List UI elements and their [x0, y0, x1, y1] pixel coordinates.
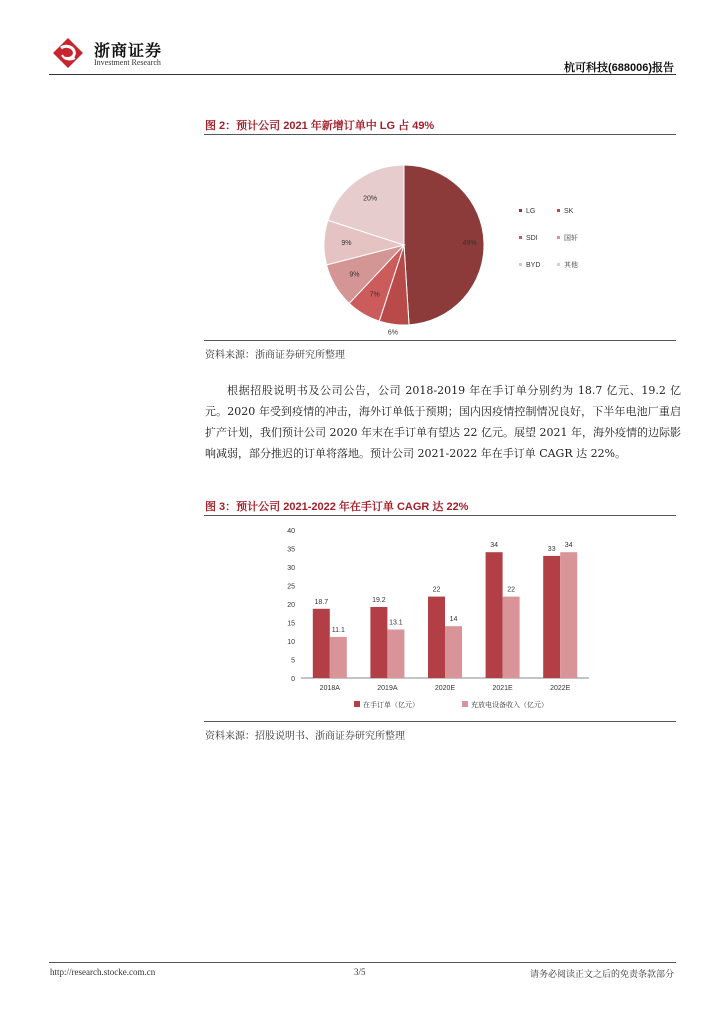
bar-orders — [486, 552, 503, 678]
bar-legend — [354, 700, 548, 709]
pie-legend-swatch — [557, 236, 560, 239]
x-tick-label: 2019A — [377, 685, 398, 692]
bar-value-label: 34 — [564, 542, 573, 550]
body-paragraph: 根据招股说明书及公司公告，公司 2018-2019 年在手订单分别约为 18.7 亿元、19.2 亿元。2020 年受到疫情的冲击，海外订单低于预期；国内因疫情控制情况良好，下半年电池厂重启扩产计划，我们预计公司 2020 年末在手订单有望达 22 亿元。展望 2021 年，海外疫情的边际影响减弱，部分推迟的订单将落地。预计公司 2021-2022 年在手订单 CAGR 达 22%。 — [205, 384, 681, 460]
bar-value-label: 18.7 — [314, 598, 329, 606]
header-rule — [49, 74, 676, 75]
bar-value-label: 11.1 — [331, 626, 345, 634]
x-tick-label: 2020E — [434, 685, 456, 692]
figure3-bottom-rule — [204, 721, 676, 722]
y-tick-label: 35 — [287, 546, 295, 554]
bar-legend-label: 充放电设备收入（亿元） — [471, 702, 548, 709]
bar-marks — [313, 552, 577, 678]
logo-en: Investment Research — [94, 58, 161, 67]
figure2-top-rule — [204, 134, 676, 135]
pie-value-label: 6% — [387, 329, 399, 337]
bar-orders — [313, 609, 330, 678]
y-tick-label: 10 — [287, 639, 295, 646]
bar-value-label: 22 — [507, 586, 515, 594]
pie-legend-swatch — [519, 209, 522, 212]
y-tick-label: 25 — [287, 583, 295, 591]
pie-legend — [519, 208, 578, 269]
figure3-top-rule — [204, 515, 676, 516]
bar-revenue — [445, 626, 462, 678]
pie-value-label: 7% — [369, 291, 380, 299]
pie-legend-swatch — [557, 263, 560, 266]
pie-legend-label: 国轩 — [564, 235, 578, 242]
bar-value-label: 22 — [432, 586, 441, 594]
figure3-source: 资料来源：招股说明书、浙商证券研究所整理 — [205, 731, 405, 742]
bar-value-label: 33 — [547, 545, 556, 553]
logo-cn: 浙商证券 — [94, 41, 163, 60]
pie-legend-label: LG — [526, 208, 536, 215]
bar-orders — [370, 607, 387, 678]
pie-chart — [204, 138, 676, 338]
bar-revenue — [387, 630, 404, 678]
bar-value-label: 14 — [449, 616, 458, 624]
y-tick-label: 0 — [291, 676, 295, 683]
pie-legend-label: BYD — [526, 262, 541, 269]
bar-legend-swatch — [354, 701, 360, 707]
footer-disclaimer: 请务必阅读正文之后的免责条款部分 — [529, 969, 674, 979]
bar-orders — [428, 597, 445, 678]
pie-value-label: 9% — [349, 271, 360, 279]
figure3-title: 图 3：预计公司 2021-2022 年在手订单 CAGR 达 22% — [205, 501, 469, 513]
bar-revenue — [503, 597, 520, 678]
bar-revenue — [330, 637, 347, 678]
pie-legend-label: SDI — [526, 235, 538, 242]
y-tick-label: 20 — [287, 602, 295, 609]
bar-orders — [543, 556, 560, 678]
bar-revenue — [560, 552, 577, 678]
pie-value-label: 49% — [462, 239, 477, 247]
pie-legend-label: SK — [564, 208, 574, 215]
x-tick-label: 2021E — [492, 685, 513, 692]
footer-rule — [49, 962, 676, 963]
pie-legend-swatch — [519, 263, 522, 266]
pie-value-label: 20% — [363, 195, 378, 203]
pie-legend-label: 其他 — [564, 262, 578, 269]
page-number: 3/5 — [354, 967, 366, 977]
report-title: 杭可科技(688006)报告 — [563, 62, 674, 74]
y-tick-label: 15 — [287, 620, 295, 628]
x-tick-label: 2018A — [319, 685, 340, 692]
y-tick-label: 40 — [287, 528, 295, 535]
y-tick-label: 5 — [291, 657, 295, 665]
pie-legend-swatch — [519, 236, 522, 239]
y-tick-label: 30 — [287, 565, 295, 572]
bar-legend-swatch — [462, 701, 468, 707]
bar-value-label: 19.2 — [372, 596, 386, 604]
bar-legend-label: 在手订单（亿元） — [363, 702, 419, 709]
x-tick-label: 2022E — [550, 685, 571, 692]
bar-chart — [204, 520, 676, 720]
logo — [50, 36, 210, 70]
figure2-title: 图 2：预计公司 2021 年新增订单中 LG 占 49% — [205, 120, 435, 132]
pie-value-label: 9% — [341, 240, 352, 248]
figure2-bottom-rule — [204, 340, 676, 341]
footer-url[interactable]: http://research.stocke.com.cn — [50, 967, 156, 977]
pie-legend-swatch — [557, 209, 560, 212]
figure2-source: 资料来源：浙商证券研究所整理 — [205, 350, 345, 361]
logo-emblem-icon — [50, 36, 86, 70]
bar-value-label: 34 — [490, 542, 498, 550]
bar-value-label: 13.1 — [389, 619, 403, 627]
